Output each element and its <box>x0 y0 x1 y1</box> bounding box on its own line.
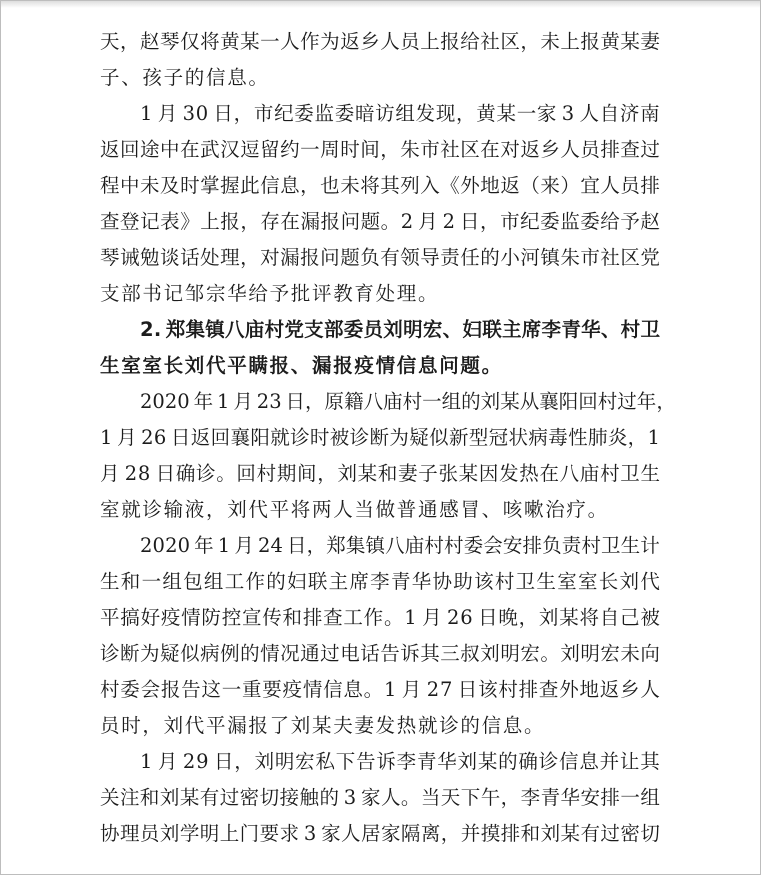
text-line: 生 和 一 组 包 组 工 作 的 妇 联 主 席 李 青 华 协 助 该 村 卫 生 室 室 长 刘 代 <box>100 570 660 593</box>
text-line: 员时，刘代平漏报了刘某夫妻发热就诊的信息。 <box>100 714 546 737</box>
text-line: 2 0 2 0 年 1 月 2 3 日 ， 原 籍 八 庙 村 一 组 的 刘 某 从 襄 阳 回 村 过 年 ， <box>140 390 676 413</box>
text-line: 协 理 员 刘 学 明 上 门 要 求 3 家 人 居 家 隔 离 ， 并 摸 排 和 刘 某 有 过 密 切 <box>100 822 660 845</box>
text-line: 村 委 会 报 告 这 一 重 要 疫 情 信 息 。 1 月 2 7 日 该 村 排 查 外 地 返 乡 人 <box>100 678 660 701</box>
text-line: 关 注 和 刘 某 有 过 密 切 接 触 的 3 家 人 。 当 天 下 午 ， 李 青 华 安 排 一 组 <box>100 786 660 809</box>
text-line: 2 0 2 0 年 1 月 2 4 日 ， 郑 集 镇 八 庙 村 村 委 会 安 排 负 责 村 卫 生 计 <box>140 534 660 557</box>
text-line: 诊 断 为 疑 似 病 例 的 情 况 通 过 电 话 告 诉 其 三 叔 刘 明 宏 。 刘 明 宏 未 向 <box>100 642 660 665</box>
text-line: 平 搞 好 疫 情 防 控 宣 传 和 排 查 工 作 。 1 月 2 6 日 晚 ， 刘 某 将 自 己 被 <box>100 606 660 629</box>
text-line: 琴 诫 勉 谈 话 处 理 ， 对 漏 报 问 题 负 有 领 导 责 任 的 小 河 镇 朱 市 社 区 党 <box>100 246 660 269</box>
text-line: 查 登 记 表 》 上 报 ， 存 在 漏 报 问 题 。 2 月 2 日 ， 市 纪 委 监 委 给 予 赵 <box>100 210 660 233</box>
document-page <box>0 22 761 845</box>
text-line: 月 2 8 日 确 诊 。 回 村 期 间 ， 刘 某 和 妻 子 张 某 因 发 热 在 八 庙 村 卫 生 <box>100 462 660 485</box>
text-line: 程 中 未 及 时 掌 握 此 信 息 ， 也 未 将 其 列 入 《 外 地 返 （ 来 ） 宜 人 员 排 <box>100 174 660 197</box>
section-heading: 生室室长刘代平瞒报、漏报疫情信息问题。 <box>100 354 503 377</box>
text-line: 1 月 2 6 日 返 回 襄 阳 就 诊 时 被 诊 断 为 疑 似 新 型 冠 状 病 毒 性 肺 炎 ， 1 <box>100 426 660 449</box>
text-line: 1 月 3 0 日 ， 市 纪 委 监 委 暗 访 组 发 现 ， 黄 某 一 家 3 人 自 济 南 <box>140 102 660 125</box>
text-line: 子、孩子的信息。 <box>100 66 270 89</box>
section-heading: 2 . 郑 集 镇 八 庙 村 党 支 部 委 员 刘 明 宏 、 妇 联 主 席 李 青 华 、 村 卫 <box>140 318 660 341</box>
text-line: 天 ， 赵 琴 仅 将 黄 某 一 人 作 为 返 乡 人 员 上 报 给 社 区 ， 未 上 报 黄 某 妻 <box>100 30 660 53</box>
text-line: 返 回 途 中 在 武 汉 逗 留 约 一 周 时 间 ， 朱 市 社 区 在 对 返 乡 人 员 排 查 过 <box>100 138 660 161</box>
text-line: 1 月 2 9 日 ， 刘 明 宏 私 下 告 诉 李 青 华 刘 某 的 确 诊 信 息 并 让 其 <box>140 750 660 773</box>
text-line: 室就诊输液，刘代平将两人当做普通感冒、咳嗽治疗。 <box>100 498 609 521</box>
text-line: 支部书记邹宗华给予批评教育处理。 <box>100 282 440 305</box>
